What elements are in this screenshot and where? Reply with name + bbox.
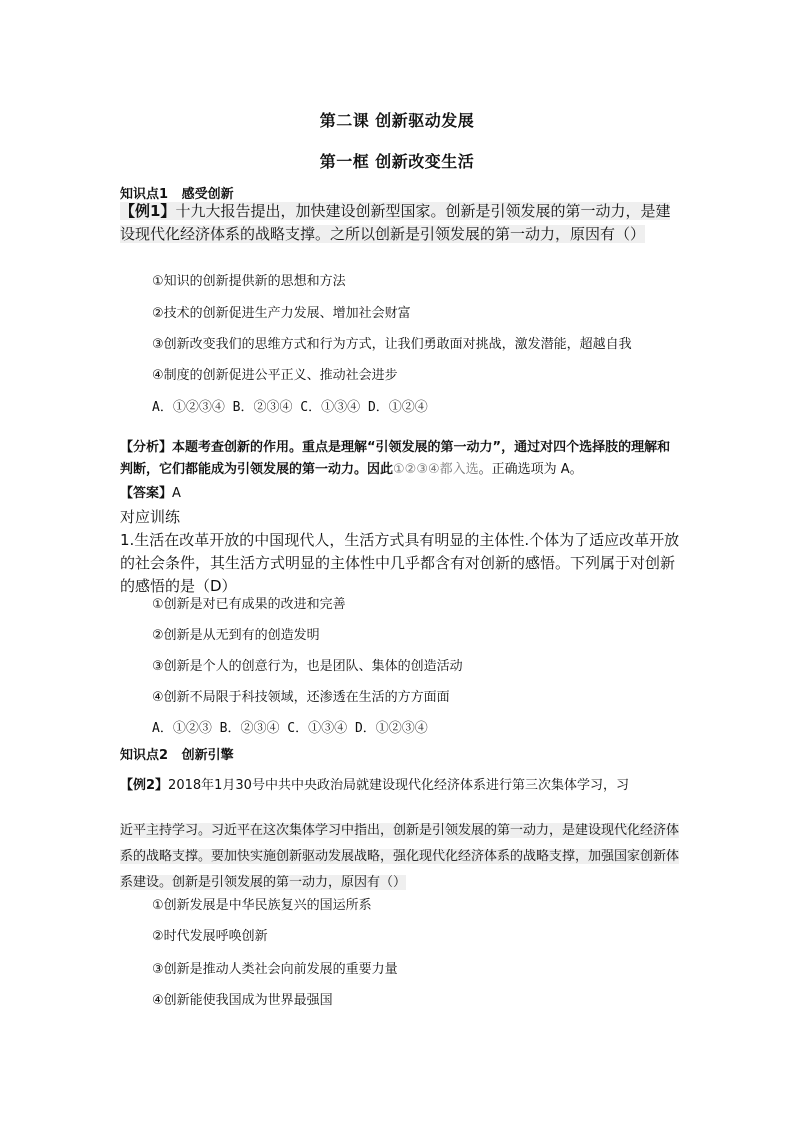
answer-value: A <box>172 486 181 501</box>
example-2-tag: 【例2】 <box>120 778 169 793</box>
example-2-text <box>120 818 680 896</box>
ex2-option-3: ③创新是推动人类社会向前发展的重要力量 <box>152 962 398 977</box>
kp2-name: 创新引擎 <box>181 748 234 763</box>
analysis-end: 。正确选项为 A。 <box>478 462 583 477</box>
lesson-title: 第二课 创新驱动发展 <box>319 111 475 130</box>
ex1-option-1: ①知识的创新提供新的思想和方法 <box>152 274 346 289</box>
practice-option-4: ④创新不局限于科技领域，还渗透在生活的方方面面 <box>152 690 450 705</box>
practice-choices: A．①②③ B．②③④ C．①③④ D．①②③④ <box>152 721 428 736</box>
knowledge-point-2 <box>120 744 234 763</box>
practice-option-1: ①创新是对已有成果的改进和完善 <box>152 597 346 612</box>
ex1-choices: A．①②③④ B．②③④ C．①③④ D．①②④ <box>152 400 428 415</box>
kp1-name: 感受创新 <box>181 187 234 202</box>
practice-text: 1.生活在改革开放的中国现代人，生活方式具有明显的主体性.个体为了适应改革开放的社会条件，其生活方式明显的主体性中几乎都含有对创新的感悟。下列属于对创新的感悟的是（D） <box>120 531 680 595</box>
answer-tag: 【答案】 <box>120 486 173 501</box>
practice-heading: 对应训练 <box>120 508 181 526</box>
example-1-tag: 【例1】 <box>120 202 176 220</box>
kp1-label: 知识点1 <box>120 187 169 202</box>
example-2-line1 <box>120 775 680 797</box>
kp2-label: 知识点2 <box>120 748 169 763</box>
example-1 <box>120 200 680 246</box>
analysis-gray-text: ①②③④都入选 <box>393 462 479 477</box>
answer-line <box>120 483 680 505</box>
example-1-text: 十九大报告提出，加快建设创新型国家。创新是引领发展的第一动力，是建设现代化经济体系的战略支撑。之所以创新是引领发展的第一动力，原因有（） <box>120 202 671 243</box>
ex2-option-2: ②时代发展呼唤创新 <box>152 929 268 944</box>
ex2-option-4: ④创新能使我国成为世界最强国 <box>152 993 333 1008</box>
analysis-tag: 【分析】 <box>120 440 173 455</box>
section-title: 第一框 创新改变生活 <box>319 152 475 171</box>
analysis-text: 本题考查创新的作用。重点是理解“引领发展的第一动力”，通过对四个选择肢的理解和判断，它们都能成为引领发展的第一动力。因此 <box>120 440 671 477</box>
ex1-option-3: ③创新改变我们的思维方式和行为方式，让我们勇敢面对挑战，激发潜能，超越自我 <box>152 337 632 352</box>
ex1-option-2: ②技术的创新促进生产力发展、增加社会财富 <box>152 306 411 321</box>
ex2-option-1: ①创新发展是中华民族复兴的国运所系 <box>152 898 372 913</box>
practice-option-2: ②创新是从无到有的创造发明 <box>152 628 320 643</box>
example-2-line1-text: 2018年1月30号中共中央政治局就建设现代化经济体系进行第三次集体学习，习 <box>168 778 629 793</box>
analysis <box>120 437 680 481</box>
example-2-body: 近平主持学习。习近平在这次集体学习中指出，创新是引领发展的第一动力，是建设现代化经济体系的战略支撑。要加快实施创新驱动发展战略，强化现代化经济体系的战略支撑，加强国家创新体系建设。创新是引领发展的第一动力，原因有（） <box>120 823 680 890</box>
ex1-option-4: ④制度的创新促进公平正义、推动社会进步 <box>152 368 398 383</box>
practice-option-3: ③创新是个人的创意行为，也是团队、集体的创造活动 <box>152 659 463 674</box>
